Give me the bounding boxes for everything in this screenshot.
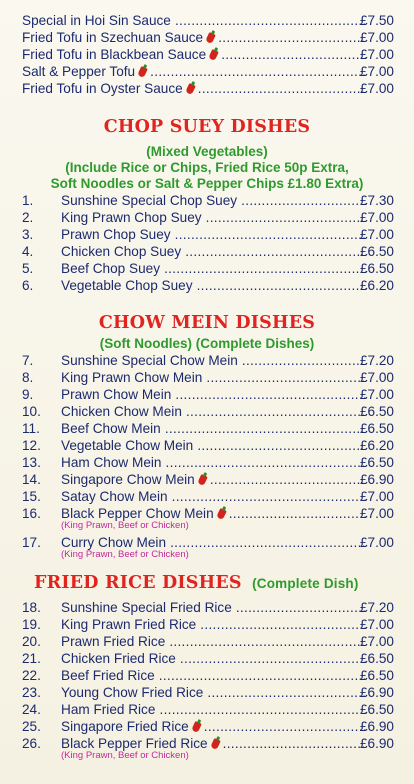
item-name: King Prawn Fried Rice ..... (61, 616, 366, 633)
menu-item (0, 260, 414, 277)
item-number: 17. (22, 535, 41, 550)
item-price: £6.50 (359, 244, 394, 259)
item-price: £6.50 (359, 702, 394, 717)
menu-item (0, 226, 414, 243)
item-name: Sunshine Special Fried Rice ..... (61, 599, 366, 616)
menu-item (0, 80, 414, 97)
item-number: 5. (22, 261, 34, 276)
menu-item (0, 599, 414, 616)
menu-item (0, 667, 414, 684)
item-name: Singapore Chow Mein ..... (61, 471, 366, 488)
item-number: 1. (22, 193, 34, 208)
item-price: £7.00 (359, 64, 394, 79)
item-price: £7.00 (359, 47, 394, 62)
item-price: £6.50 (359, 261, 394, 276)
chili-icon (208, 49, 219, 61)
item-price: £6.50 (359, 404, 394, 419)
chili-icon (205, 32, 216, 44)
section-note: (Include Rice or Chips, Fried Rice 50p Extra, (65, 160, 349, 175)
item-name: Vegetable Chow Mein ..... (61, 437, 366, 454)
item-name: Singapore Fried Rice ..... (61, 718, 366, 735)
item-name: Satay Chow Mein ..... (61, 488, 366, 505)
item-price: £6.90 (359, 736, 394, 751)
menu-item (0, 454, 414, 471)
item-number: 19. (22, 617, 41, 632)
item-number: 13. (22, 455, 41, 470)
menu-item (0, 420, 414, 437)
item-price: £7.20 (359, 353, 394, 368)
item-price: £7.00 (359, 227, 394, 242)
item-number: 16. (22, 506, 41, 521)
item-number: 8. (22, 370, 34, 385)
item-price: £6.20 (359, 438, 394, 453)
item-name: Prawn Fried Rice ..... (61, 633, 366, 650)
item-price: £6.20 (359, 278, 394, 293)
item-number: 9. (22, 387, 34, 402)
item-name: Black Pepper Fried Rice ..... (61, 735, 366, 752)
item-name: Ham Chow Mein ..... (61, 454, 366, 471)
chili-icon (191, 721, 202, 733)
item-name: Beef Chop Suey ..... (61, 260, 366, 277)
item-price: £6.90 (359, 685, 394, 700)
menu-item (0, 243, 414, 260)
item-name: Salt & Pepper Tofu ..... (22, 63, 366, 80)
section-note: Soft Noodles or Salt & Pepper Chips £1.80 Extra) (50, 176, 364, 191)
item-name: Special in Hoi Sin Sauce ..... (22, 12, 366, 29)
item-note: (King Prawn, Beef or Chicken) (61, 750, 189, 761)
item-name: Curry Chow Mein ..... (61, 534, 366, 551)
item-number: 20. (22, 634, 41, 649)
item-name: Chicken Chop Suey ..... (61, 243, 366, 260)
item-number: 7. (22, 353, 34, 368)
menu-item (0, 403, 414, 420)
item-name: King Prawn Chow Mein ..... (61, 369, 366, 386)
item-name: Beef Fried Rice ..... (61, 667, 366, 684)
chili-icon (197, 474, 208, 486)
item-number: 4. (22, 244, 34, 259)
item-number: 14. (22, 472, 41, 487)
menu-item (0, 701, 414, 718)
item-number: 15. (22, 489, 41, 504)
menu-item (0, 633, 414, 650)
item-number: 24. (22, 702, 41, 717)
item-name: Prawn Chow Mein ..... (61, 386, 366, 403)
menu-item (0, 369, 414, 386)
item-price: £7.00 (359, 81, 394, 96)
item-price: £7.00 (359, 535, 394, 550)
item-number: 25. (22, 719, 41, 734)
menu-item (0, 12, 414, 29)
item-price: £7.30 (359, 193, 394, 208)
section-note: (Mixed Vegetables) (146, 144, 268, 159)
item-price: £7.00 (359, 370, 394, 385)
menu-item (0, 471, 414, 488)
item-name: Beef Chow Mein ..... (61, 420, 366, 437)
item-price: £7.50 (359, 13, 394, 28)
menu-item (0, 650, 414, 667)
item-price: £6.50 (359, 455, 394, 470)
item-price: £7.00 (359, 30, 394, 45)
item-name: King Prawn Chop Suey ..... (61, 209, 366, 226)
item-price: £6.50 (359, 421, 394, 436)
menu-item (0, 277, 414, 294)
item-price: £7.00 (359, 489, 394, 504)
item-number: 26. (22, 736, 41, 751)
item-name: Sunshine Special Chop Suey ..... (61, 192, 366, 209)
item-note: (King Prawn, Beef or Chicken) (61, 520, 189, 531)
item-note: (King Prawn, Beef or Chicken) (61, 549, 189, 560)
item-number: 3. (22, 227, 34, 242)
item-price: £6.50 (359, 668, 394, 683)
menu-item (0, 63, 414, 80)
section-title-fried-rice: FRIED RICE DISHES (Complete Dish) (34, 573, 359, 593)
item-price: £6.90 (359, 719, 394, 734)
section-note: (Soft Noodles) (Complete Dishes) (99, 336, 315, 351)
item-price: £7.00 (359, 387, 394, 402)
item-number: 23. (22, 685, 41, 700)
item-name: Prawn Chop Suey ..... (61, 226, 366, 243)
item-number: 11. (22, 421, 40, 436)
section-title-chop-suey: CHOP SUEY DISHES (103, 117, 311, 137)
item-price: £6.50 (359, 651, 394, 666)
menu-item (0, 46, 414, 63)
item-price: £6.90 (359, 472, 394, 487)
item-name: Chicken Fried Rice ..... (61, 650, 366, 667)
item-name: Chicken Chow Mein ..... (61, 403, 366, 420)
item-name: Fried Tofu in Szechuan Sauce ..... (22, 29, 366, 46)
item-name: Fried Tofu in Oyster Sauce ..... (22, 80, 366, 97)
item-price: £7.00 (359, 634, 394, 649)
menu-item (0, 437, 414, 454)
menu-item (0, 616, 414, 633)
item-name: Fried Tofu in Blackbean Sauce ..... (22, 46, 366, 63)
menu-item (0, 29, 414, 46)
item-name: Black Pepper Chow Mein ..... (61, 505, 366, 522)
item-number: 21. (22, 651, 41, 666)
item-name: Vegetable Chop Suey ..... (61, 277, 366, 294)
item-name: Young Chow Fried Rice ..... (61, 684, 366, 701)
menu-item (0, 352, 414, 369)
menu-item (0, 684, 414, 701)
chili-icon (185, 83, 196, 95)
item-price: £7.00 (359, 617, 394, 632)
menu-item (0, 718, 414, 735)
chili-icon (216, 508, 227, 520)
item-name: Sunshine Special Chow Mein ..... (61, 352, 366, 369)
item-price: £7.00 (359, 506, 394, 521)
item-number: 10. (22, 404, 41, 419)
item-number: 22. (22, 668, 41, 683)
item-number: 18. (22, 600, 41, 615)
item-price: £7.20 (359, 600, 394, 615)
menu-item (0, 209, 414, 226)
section-subtitle: (Complete Dish) (252, 576, 359, 591)
item-number: 6. (22, 278, 34, 293)
chili-icon (210, 738, 221, 750)
item-price: £7.00 (359, 210, 394, 225)
section-title-chow-mein: CHOW MEIN DISHES (98, 313, 316, 333)
chili-icon (137, 66, 148, 78)
menu-item (0, 386, 414, 403)
item-number: 12. (22, 438, 41, 453)
item-number: 2. (22, 210, 34, 225)
item-name: Ham Fried Rice ..... (61, 701, 366, 718)
menu-item (0, 488, 414, 505)
menu-item (0, 192, 414, 209)
